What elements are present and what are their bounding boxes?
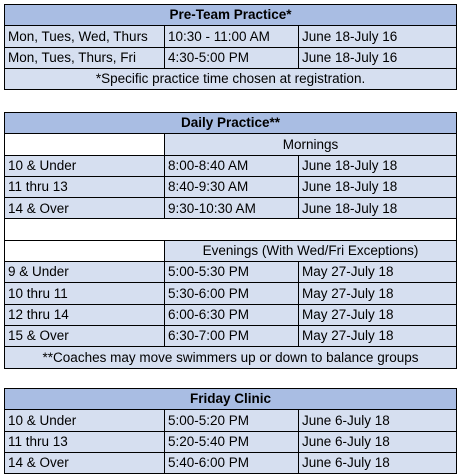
friday-clinic-title: Friday Clinic xyxy=(5,389,457,410)
dates-cell: May 27-July 18 xyxy=(299,304,457,325)
evenings-header: Evenings (With Wed/Fri Exceptions) xyxy=(165,240,457,261)
group-cell: 14 & Over xyxy=(5,452,165,473)
table-row xyxy=(5,26,457,47)
dates-cell: June 6-July 18 xyxy=(299,410,457,431)
time-cell: 8:00-8:40 AM xyxy=(165,155,299,176)
dates-cell: May 27-July 18 xyxy=(299,283,457,304)
group-cell: 10 & Under xyxy=(5,410,165,431)
group-cell: 14 & Over xyxy=(5,198,165,219)
group-cell: 10 thru 11 xyxy=(5,283,165,304)
dates-cell: May 27-July 18 xyxy=(299,325,457,346)
time-cell: 4:30-5:00 PM xyxy=(165,47,299,68)
mornings-header: Mornings xyxy=(165,134,457,155)
table-row xyxy=(5,431,457,452)
time-cell: 5:40-6:00 PM xyxy=(165,452,299,473)
days-cell: Mon, Tues, Thurs, Fri xyxy=(5,47,165,68)
daily-practice-table xyxy=(4,112,457,369)
table-row xyxy=(5,452,457,473)
dates-cell: June 18-July 18 xyxy=(299,198,457,219)
blank-cell xyxy=(5,134,165,155)
group-cell: 11 thru 13 xyxy=(5,431,165,452)
group-cell: 12 thru 14 xyxy=(5,304,165,325)
table-row xyxy=(5,176,457,197)
dates-cell: June 6-July 18 xyxy=(299,431,457,452)
pre-team-title: Pre-Team Practice* xyxy=(5,5,457,26)
pre-team-practice-table xyxy=(4,4,457,90)
daily-practice-title: Daily Practice** xyxy=(5,113,457,134)
dates-cell: June 18-July 16 xyxy=(299,26,457,47)
group-cell: 11 thru 13 xyxy=(5,176,165,197)
table-row xyxy=(5,155,457,176)
time-cell: 5:30-6:00 PM xyxy=(165,283,299,304)
days-cell: Mon, Tues, Wed, Thurs xyxy=(5,26,165,47)
blank-cell xyxy=(5,240,165,261)
time-cell: 8:40-9:30 AM xyxy=(165,176,299,197)
time-cell: 10:30 - 11:00 AM xyxy=(165,26,299,47)
table-row xyxy=(5,283,457,304)
table-row xyxy=(5,304,457,325)
group-cell: 10 & Under xyxy=(5,155,165,176)
group-cell: 15 & Over xyxy=(5,325,165,346)
spacer-row xyxy=(5,219,457,240)
dates-cell: June 18-July 16 xyxy=(299,47,457,68)
dates-cell: June 18-July 18 xyxy=(299,176,457,197)
time-cell: 5:20-5:40 PM xyxy=(165,431,299,452)
table-row xyxy=(5,262,457,283)
time-cell: 9:30-10:30 AM xyxy=(165,198,299,219)
friday-clinic-table xyxy=(4,388,457,474)
dates-cell: June 18-July 18 xyxy=(299,155,457,176)
table-row xyxy=(5,198,457,219)
time-cell: 6:00-6:30 PM xyxy=(165,304,299,325)
time-cell: 6:30-7:00 PM xyxy=(165,325,299,346)
dates-cell: May 27-July 18 xyxy=(299,262,457,283)
table-row xyxy=(5,325,457,346)
table-row xyxy=(5,410,457,431)
group-cell: 9 & Under xyxy=(5,262,165,283)
time-cell: 5:00-5:30 PM xyxy=(165,262,299,283)
pre-team-note: *Specific practice time chosen at registration. xyxy=(5,68,457,89)
daily-practice-note: **Coaches may move swimmers up or down to balance groups xyxy=(5,347,457,368)
time-cell: 5:00-5:20 PM xyxy=(165,410,299,431)
dates-cell: June 6-July 18 xyxy=(299,452,457,473)
table-row xyxy=(5,47,457,68)
